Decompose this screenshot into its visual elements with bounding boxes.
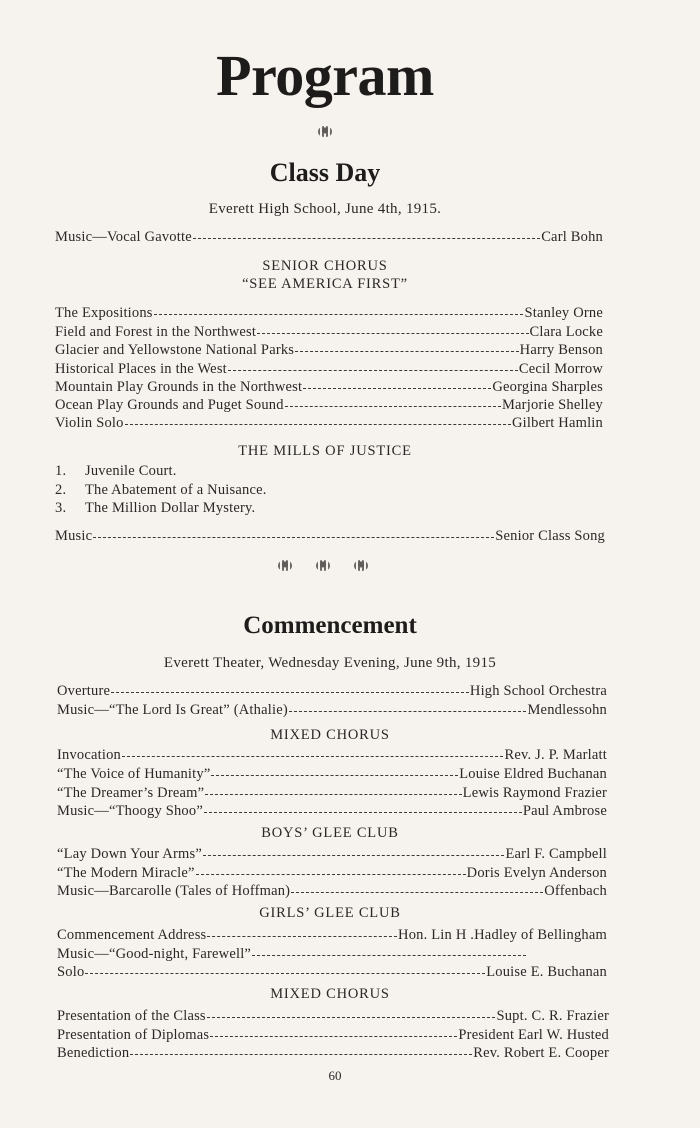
dot-leader bbox=[154, 314, 524, 315]
laurel-ornament-icon bbox=[313, 558, 333, 574]
performer: Louise Eldred Buchanan bbox=[459, 766, 607, 782]
performer: Louise E. Buchanan bbox=[486, 964, 607, 980]
commencement-title: Commencement bbox=[243, 612, 417, 639]
program-item: Presentation of the Class bbox=[57, 1008, 206, 1024]
performer: Rev. Robert E. Cooper bbox=[473, 1045, 609, 1061]
dot-leader bbox=[193, 238, 540, 239]
list-item bbox=[57, 964, 607, 983]
performer: Gilbert Hamlin bbox=[512, 415, 603, 431]
dot-leader bbox=[285, 406, 501, 407]
laurel-ornament-icon bbox=[275, 558, 295, 574]
performer: President Earl W. Husted bbox=[458, 1027, 609, 1043]
dot-leader bbox=[291, 892, 543, 893]
list-item bbox=[57, 883, 607, 902]
list-item bbox=[57, 946, 527, 965]
class-day-closing bbox=[55, 528, 605, 547]
performer: Earl F. Campbell bbox=[505, 846, 607, 862]
program-item: Invocation bbox=[57, 747, 122, 763]
commencement-subtitle: Everett Theater, Wednesday Evening, June 9th, 1915 bbox=[163, 655, 497, 671]
performer: Doris Evelyn Anderson bbox=[466, 865, 607, 881]
performer: Harry Benson bbox=[519, 342, 603, 358]
performer: Offenbach bbox=[544, 883, 607, 899]
performer: Hon. Lin H .Hadley of Bellingham bbox=[398, 927, 607, 943]
performer: Carl Bohn bbox=[541, 229, 603, 245]
performer: Cecil Morrow bbox=[518, 361, 603, 377]
senior-chorus-subheading: “SEE AMERICA FIRST” bbox=[242, 276, 408, 292]
performer: Paul Ambrose bbox=[522, 803, 607, 819]
mixed-chorus-heading: MIXED CHORUS bbox=[270, 727, 390, 743]
program-item: Music—Barcarolle (Tales of Hoffman) bbox=[57, 883, 291, 899]
dot-leader bbox=[130, 1054, 472, 1055]
item-number: 2. bbox=[55, 482, 67, 498]
program-item: Historical Places in the West bbox=[55, 361, 227, 377]
performer: Marjorie Shelley bbox=[501, 397, 603, 413]
program-item: The Expositions bbox=[55, 305, 153, 321]
dot-leader bbox=[207, 936, 397, 937]
dot-leader bbox=[295, 351, 519, 352]
item-text: Juvenile Court. bbox=[85, 463, 177, 479]
dot-leader bbox=[210, 1036, 457, 1037]
list-item bbox=[57, 785, 607, 804]
performer: Clara Locke bbox=[529, 324, 603, 340]
program-item: “The Modern Miracle” bbox=[57, 865, 195, 881]
list-item bbox=[57, 702, 607, 721]
list-item bbox=[55, 361, 603, 380]
program-item: Music—Vocal Gavotte bbox=[55, 229, 192, 245]
class-day-subtitle: Everett High School, June 4th, 1915. bbox=[208, 201, 442, 217]
dot-leader bbox=[85, 973, 485, 974]
list-item bbox=[55, 324, 603, 343]
list-item bbox=[57, 927, 607, 946]
list-item bbox=[55, 415, 603, 434]
mills-of-justice-heading: THE MILLS OF JUSTICE bbox=[238, 443, 412, 459]
list-item bbox=[55, 397, 603, 416]
program-item: Commencement Address bbox=[57, 927, 207, 943]
list-item bbox=[57, 747, 607, 766]
list-item bbox=[55, 500, 255, 517]
boys-glee-club-heading: BOYS’ GLEE CLUB bbox=[261, 825, 399, 841]
program-item: Presentation of Diplomas bbox=[57, 1027, 210, 1043]
dot-leader bbox=[204, 812, 522, 813]
performer: Supt. C. R. Frazier bbox=[496, 1008, 609, 1024]
performer: Mendlessohn bbox=[527, 702, 607, 718]
dot-leader bbox=[207, 1017, 496, 1018]
item-number: 3. bbox=[55, 500, 67, 516]
list-item bbox=[55, 379, 603, 398]
list-item bbox=[57, 1008, 609, 1027]
performer: High School Orchestra bbox=[469, 683, 607, 699]
list-item bbox=[55, 305, 603, 324]
performer: Senior Class Song bbox=[495, 528, 605, 544]
program-item: Solo bbox=[57, 964, 85, 980]
program-item: Overture bbox=[57, 683, 111, 699]
performer: Stanley Orne bbox=[524, 305, 603, 321]
laurel-ornament-icon bbox=[315, 124, 335, 140]
dot-leader bbox=[122, 756, 503, 757]
performer: Rev. J. P. Marlatt bbox=[504, 747, 607, 763]
program-item: Ocean Play Grounds and Puget Sound bbox=[55, 397, 284, 413]
page-number: 60 bbox=[328, 1068, 342, 1083]
dot-leader bbox=[303, 388, 491, 389]
girls-glee-club-heading: GIRLS’ GLEE CLUB bbox=[259, 905, 401, 921]
program-item: Music—“Good-night, Farewell” bbox=[57, 946, 252, 962]
dot-leader bbox=[211, 775, 458, 776]
list-item bbox=[57, 1045, 609, 1064]
dot-leader bbox=[228, 370, 518, 371]
dot-leader bbox=[93, 537, 494, 538]
dot-leader bbox=[111, 692, 469, 693]
mixed-chorus-heading-2: MIXED CHORUS bbox=[270, 986, 390, 1002]
dot-leader bbox=[203, 855, 505, 856]
item-number: 1. bbox=[55, 463, 67, 479]
page-title: Program bbox=[216, 43, 434, 108]
class-day-opening bbox=[55, 229, 603, 248]
list-item bbox=[57, 766, 607, 785]
list-item bbox=[57, 803, 607, 822]
ornament-top bbox=[0, 124, 650, 140]
dot-leader bbox=[205, 794, 461, 795]
program-item: Music—“Thoogy Shoo” bbox=[57, 803, 203, 819]
list-item bbox=[57, 865, 607, 884]
performer: Lewis Raymond Frazier bbox=[462, 785, 607, 801]
list-item bbox=[55, 463, 177, 480]
list-item bbox=[57, 683, 607, 702]
performer: Georgina Sharples bbox=[492, 379, 603, 395]
senior-chorus-heading: SENIOR CHORUS bbox=[262, 258, 388, 274]
list-item bbox=[57, 846, 607, 865]
program-item: Music—“The Lord Is Great” (Athalie) bbox=[57, 702, 288, 718]
program-item: Field and Forest in the Northwest bbox=[55, 324, 257, 340]
program-item: “The Dreamer’s Dream” bbox=[57, 785, 205, 801]
program-item: Violin Solo bbox=[55, 415, 124, 431]
program-item: “Lay Down Your Arms” bbox=[57, 846, 202, 862]
dot-leader bbox=[196, 874, 466, 875]
program-item: Benediction bbox=[57, 1045, 130, 1061]
dot-leader bbox=[289, 711, 527, 712]
program-item: Mountain Play Grounds in the Northwest bbox=[55, 379, 303, 395]
ornament-divider bbox=[0, 558, 648, 574]
program-item: Music bbox=[55, 528, 93, 544]
program-item: Glacier and Yellowstone National Parks bbox=[55, 342, 295, 358]
list-item bbox=[55, 482, 267, 499]
dot-leader bbox=[125, 424, 511, 425]
list-item bbox=[57, 1027, 609, 1046]
list-item bbox=[55, 342, 603, 361]
laurel-ornament-icon bbox=[351, 558, 371, 574]
item-text: The Million Dollar Mystery. bbox=[85, 500, 256, 516]
program-item: “The Voice of Humanity” bbox=[57, 766, 211, 782]
class-day-title: Class Day bbox=[269, 158, 381, 187]
item-text: The Abatement of a Nuisance. bbox=[85, 482, 267, 498]
dot-leader bbox=[252, 955, 526, 956]
dot-leader bbox=[257, 333, 528, 334]
